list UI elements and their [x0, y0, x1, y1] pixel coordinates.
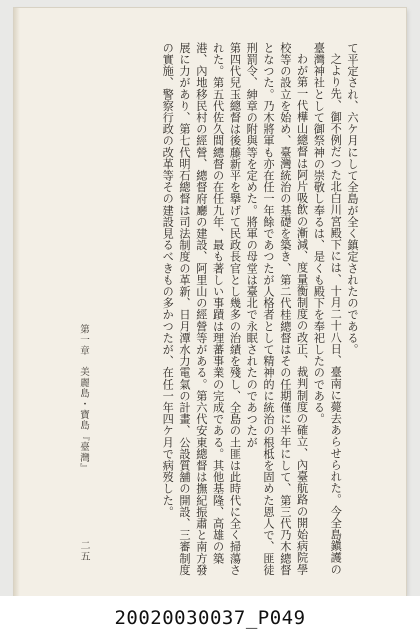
body-text — [158, 42, 360, 582]
paragraph: て平定され、六ケ月にして全島が全く鎮定されたのである。 — [346, 42, 359, 356]
book-page — [14, 8, 406, 596]
page-number: 二五 — [78, 540, 89, 562]
image-caption-bar — [0, 596, 420, 640]
page-gutter-shadow — [14, 8, 20, 596]
paragraph: 第四代兒玉總督は後藤新平を擧げて民政長官とし幾多の治績を殘し、全島の土匪は此時代に全く掃蕩された。第五代佐久間總督の在任九年、最も著しい事蹟は理蕃事業の完成である。其他基隆、高雄の築港、內地移民村の經營、總督府廳の建設、阿里山の經營等がある。第六代安東總督は撫紀振肅と南方發展に力があり、第七代明石總督は司法制度の革新、日月潭水力電氣の計畫、公設質舖の開設、三審制度の實施、警察行政の改革等その建設見るべきもの多かつたが、在任一年四ケ月で病歿した。 — [161, 42, 242, 576]
paragraph: わが第一代樺山總督は阿片吸飲の漸減、度量衡制度の改正、裁判制度の確立、內臺航路の開始病院學校等の設立を始め、臺灣統治の基礎を築き、第二代桂總督はその任期僅に半年にして、第三代乃木總督となつた。乃木將軍も亦在任一年餘であつたが人格者として精神的に統治の根柢を固めた恩人で、匪徒刑罰令、紳章の附與等を定めた。將軍の母堂は臺北で永眠されたのであつたが — [245, 42, 309, 576]
running-head: 第一章 美麗島・寶島『臺灣』 — [78, 324, 89, 474]
image-id-label: 20020030037_P049 — [114, 607, 306, 629]
paragraph: 之より先、御不例だつた北白川宮殿下には、十月二十八日、臺南に薨去あらせられた。今全島鎭護の臺灣神社として御祭神の崇敬し奉るは、是くも殿下を奉祀したのである。 — [312, 42, 343, 576]
